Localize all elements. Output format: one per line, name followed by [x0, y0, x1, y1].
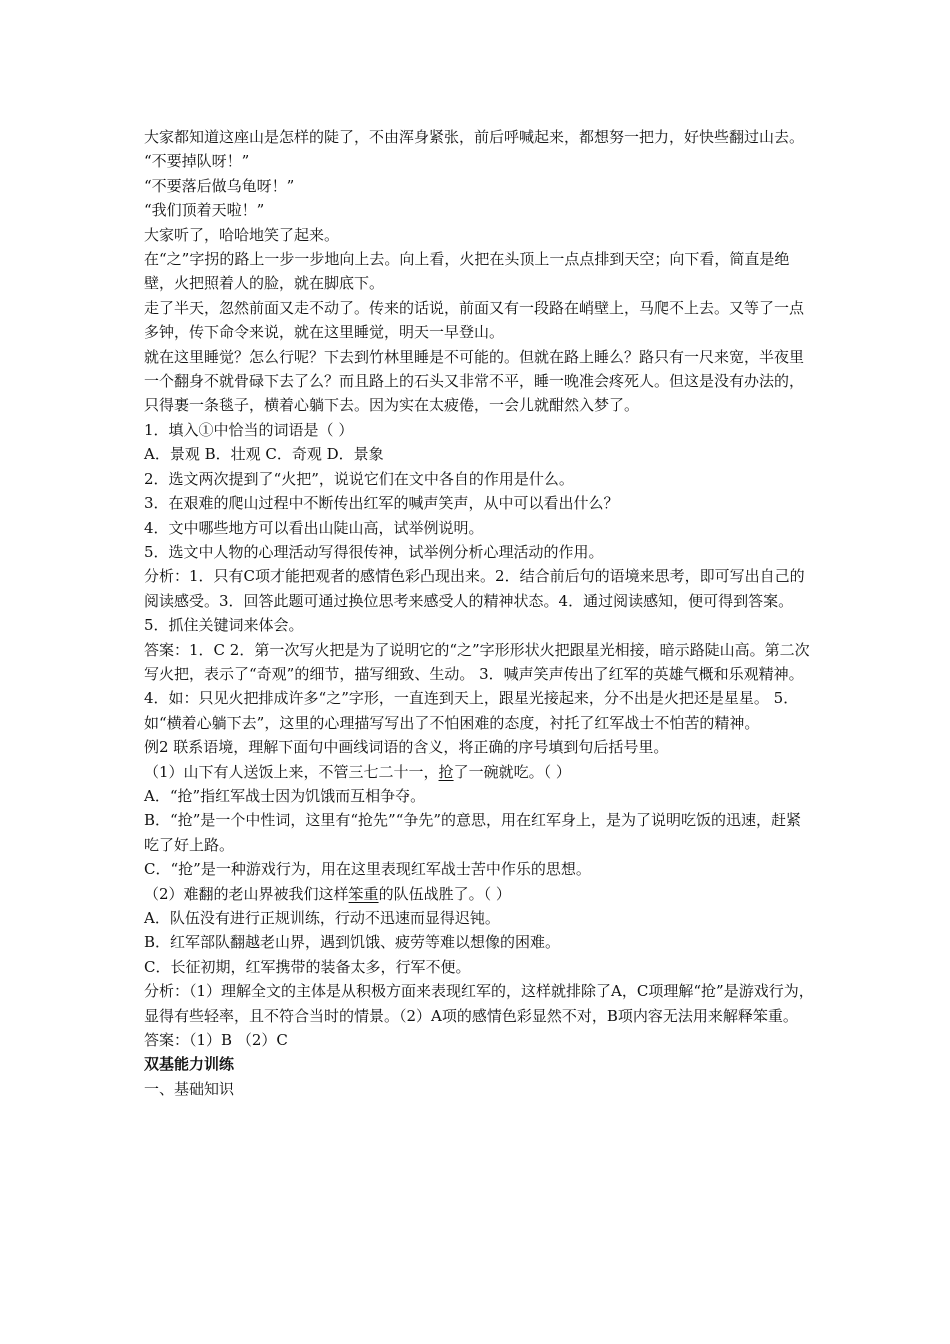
answer: 答案：（1）B （2）C: [144, 1031, 288, 1050]
example-prompt: 例2 联系语境，理解下面句中画线词语的含义，将正确的序号填到句后括号里。: [144, 738, 669, 757]
paragraph: 大家都知道这座山是怎样的陡了，不由浑身紧张，前后呼喊起来，都想努一把力，好快些翻过山去。: [144, 128, 805, 146]
paragraph: 大家听了，哈哈地笑了起来。: [144, 225, 340, 244]
analysis: 分析：（1）理解全文的主体是从积极方面来表现红军的，这样就排除了A，C项理解“抢”是游戏行为，显得有些轻率，且不符合当时的情景。（2）A项的感情色彩显然不对，B项内容无法用来解释笨重。: [144, 982, 814, 1025]
underlined-word: 笨重: [348, 884, 379, 903]
paragraph: 走了半天，忽然前面又走不动了。传来的话说，前面又有一段路在峭壁上，马爬不上去。又等了一点多钟，传下命令来说，就在这里睡觉，明天一早登山。: [144, 298, 805, 342]
underlined-word: 抢: [438, 762, 454, 781]
sub-question-1: （1）山下有人送饭上来，不管三七二十一，抢了一碗就吃。（ ）: [144, 762, 571, 781]
question: 4．文中哪些地方可以看出山陡山高，试举例说明。: [144, 518, 484, 537]
paragraph: “不要落后做乌龟呀！”: [144, 176, 295, 195]
section-title: 双基能力训练: [144, 1055, 235, 1074]
paragraph: “我们顶着天啦！”: [144, 201, 265, 220]
option: C．“抢”是一种游戏行为，用在这里表现红军战士苦中作乐的思想。: [144, 860, 591, 879]
question: 3．在艰难的爬山过程中不断传出红军的喊声笑声，从中可以看出什么？: [144, 494, 619, 513]
option: B．“抢”是一个中性词，这里有“抢先”“争先”的意思，用在红军身上，是为了说明吃饭的迅速，赶紧吃了好上路。: [144, 811, 802, 854]
question-options: A．景观 B．壮观 C．奇观 D．景象: [144, 445, 384, 464]
option: C．长征初期，红军携带的装备太多，行军不便。: [144, 957, 471, 976]
question: 5．选文中人物的心理活动写得很传神，试举例分析心理活动的作用。: [144, 542, 604, 561]
analysis: 分析：1．只有C项才能把观者的感情色彩凸现出来。2．结合前后句的语境来思考，即可写出自己的阅读感受。3．回答此题可通过换位思考来感受人的精神状态。4．通过阅读感知，便可得到答案。5．抓住关键词来体会。: [144, 567, 805, 635]
option: A．“抢”指红军战士因为饥饿而互相争夺。: [144, 786, 426, 805]
paragraph: 就在这里睡觉？怎么行呢？下去到竹林里睡是不可能的。但就在路上睡么？路只有一尺来宽，半夜里一个翻身不就骨碌下去了么？而且路上的石头又非常不平，睡一晚准会疼死人。但这是没有办法的，只得裹一条毯子，横着心躺下去。因为实在太疲倦，一会儿就酣然入梦了。: [144, 347, 805, 415]
paragraph: “不要掉队呀！”: [144, 152, 250, 171]
option: B．红军部队翻越老山界，遇到饥饿、疲劳等难以想像的困难。: [144, 933, 561, 952]
option: A．队伍没有进行正规训练，行动不迅速而显得迟钝。: [144, 909, 500, 927]
sub-question-2: （2）难翻的老山界被我们这样笨重的队伍战胜了。（ ）: [144, 884, 511, 903]
question: 2．选文两次提到了“火把”，说说它们在文中各自的作用是什么。: [144, 469, 574, 488]
paragraph: 在“之”字拐的路上一步一步地向上去。向上看，火把在头顶上一点点排到天空；向下看，简直是绝壁，火把照着人的脸，就在脚底下。: [144, 250, 790, 293]
document-body: [144, 125, 814, 1101]
subsection-title: 一、基础知识: [144, 1079, 235, 1098]
question: 1．填入①中恰当的词语是（ ）: [144, 420, 354, 439]
answer: 答案：1．C 2．第一次写火把是为了说明它的“之”字形形状火把跟星光相接，暗示路陡山高。第二次写火把，表示了“奇观”的细节，描写细致、生动。 3．喊声笑声传出了红军的英雄气概和乐观精神。 4．如：只见火把排成许多“之”字形，一直连到天上，跟星光接起来，分不出是火把还是星星。 5．如“横着心躺下去”，这里的心理描写写出了不怕困难的态度，衬托了红军战士不怕苦的精神。: [144, 640, 810, 732]
